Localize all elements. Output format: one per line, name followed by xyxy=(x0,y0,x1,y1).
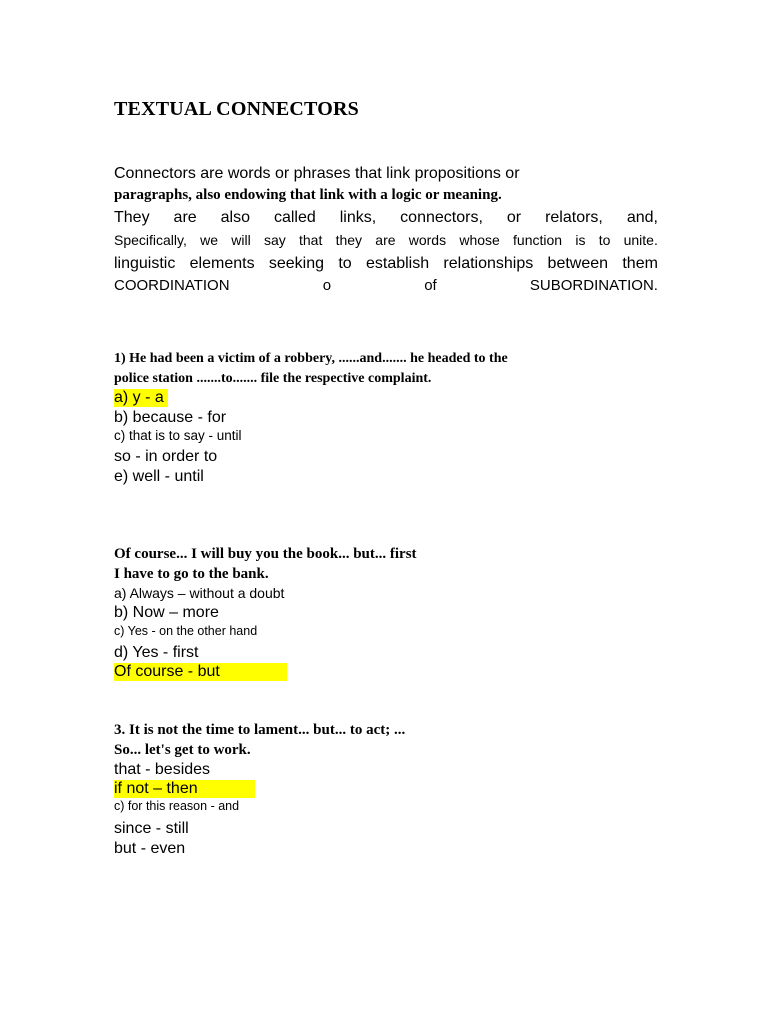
intro-l4-word: they xyxy=(335,232,363,248)
q2-option-c: c) Yes - on the other hand xyxy=(114,624,258,638)
q2-option-b: b) Now – more xyxy=(114,604,219,621)
q1-option-c: c) that is to say - until xyxy=(114,428,242,443)
intro-l3-word: or xyxy=(506,209,522,226)
intro-l4-word: words xyxy=(408,232,447,248)
q1-option-e: e) well - until xyxy=(114,468,204,485)
intro-l3-word: are xyxy=(173,209,197,226)
q1-option-a xyxy=(114,389,168,407)
intro-l4-word: unite. xyxy=(623,232,658,248)
intro-l3-word: They xyxy=(114,209,150,226)
intro-l3-word: also xyxy=(220,209,250,226)
q3-option-e: but - even xyxy=(114,840,186,857)
q2-stem-line-2: I have to go to the bank. xyxy=(114,566,269,582)
intro-l6-word: o xyxy=(322,277,332,294)
intro-l4-word: to xyxy=(598,232,611,248)
intro-l4-word: will xyxy=(231,232,251,248)
q2-option-e-highlight: Of course - but xyxy=(114,663,287,681)
intro-l4-word: whose xyxy=(459,232,500,248)
q1-option-a-highlight: a) y - a xyxy=(114,389,168,407)
intro-l5-word: elements xyxy=(189,255,255,272)
intro-l5-word: seeking xyxy=(268,255,325,272)
q3-stem-line-2: So... let's get to work. xyxy=(114,742,251,758)
intro-l5-word: them xyxy=(622,255,658,272)
intro-l4-word: are xyxy=(375,232,396,248)
intro-l5-word: relationships xyxy=(443,255,534,272)
intro-l3-word: links, xyxy=(339,209,377,226)
intro-l3-word: and, xyxy=(626,209,658,226)
q3-option-c: c) for this reason - and xyxy=(114,799,240,813)
q1-option-b: b) because - for xyxy=(114,409,227,426)
intro-l3-word: relators, xyxy=(545,209,603,226)
q1-stem-line-2: police station .......to....... file the respective complaint. xyxy=(114,371,432,386)
q2-stem-line-1: Of course... I will buy you the book... but... first xyxy=(114,546,417,562)
intro-l5-word: to xyxy=(338,255,352,272)
intro-line-3 xyxy=(114,209,658,227)
intro-l6-word: SUBORDINATION. xyxy=(529,277,658,294)
intro-line-6 xyxy=(114,277,658,294)
intro-l4-word: function xyxy=(513,232,563,248)
intro-l4-word: is xyxy=(575,232,586,248)
document-title: TEXTUAL CONNECTORS xyxy=(114,98,359,120)
q1-option-d: so - in order to xyxy=(114,448,218,465)
intro-line-5 xyxy=(114,255,658,273)
intro-l5-word: establish xyxy=(365,255,430,272)
intro-l4-word: we xyxy=(200,232,219,248)
intro-line-1: Connectors are words or phrases that link propositions or xyxy=(114,165,520,182)
q2-option-d: d) Yes - first xyxy=(114,644,199,661)
intro-line-2: paragraphs, also endowing that link with a logic or meaning. xyxy=(114,187,502,203)
intro-l3-word: called xyxy=(273,209,316,226)
q3-option-b-highlight: if not – then xyxy=(114,780,255,798)
intro-line-4 xyxy=(114,232,658,248)
intro-l5-word: between xyxy=(547,255,609,272)
q2-option-e xyxy=(114,663,287,681)
q2-option-a: a) Always – without a doubt xyxy=(114,585,285,601)
intro-l4-word: that xyxy=(298,232,323,248)
q3-option-b xyxy=(114,780,255,798)
intro-l4-word: say xyxy=(263,232,286,248)
q1-stem-line-1: 1) He had been a victim of a robbery, ......and....... he headed to the xyxy=(114,351,508,366)
intro-l4-word: Specifically, xyxy=(114,232,187,248)
q3-option-d: since - still xyxy=(114,820,189,837)
intro-l6-word: of xyxy=(424,277,437,294)
intro-l6-word: COORDINATION xyxy=(114,277,230,294)
q3-stem-line-1: 3. It is not the time to lament... but... to act; ... xyxy=(114,722,406,738)
intro-l3-word: connectors, xyxy=(400,209,483,226)
intro-l5-word: linguistic xyxy=(114,255,176,272)
q3-option-a: that - besides xyxy=(114,761,211,778)
